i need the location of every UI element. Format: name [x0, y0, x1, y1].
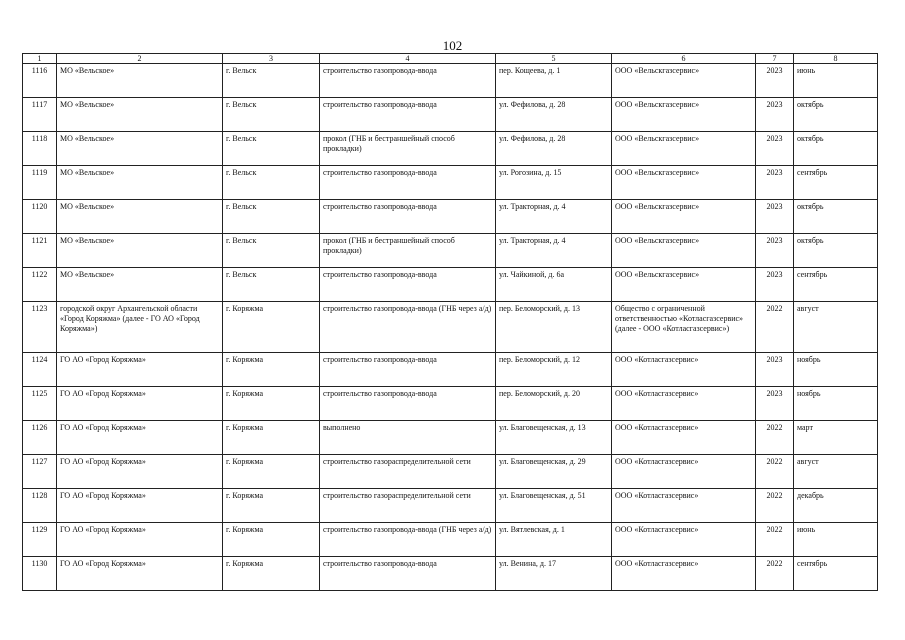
settlement-cell: г. Коряжма: [223, 489, 320, 523]
municipality-cell: ГО АО «Город Коряжма»: [57, 387, 223, 421]
organization-cell: ООО «Котласгазсервис»: [612, 421, 756, 455]
year-cell: 2023: [756, 268, 794, 302]
municipality-cell: ГО АО «Город Коряжма»: [57, 455, 223, 489]
row-number-cell: 1116: [23, 64, 57, 98]
table-row: [23, 421, 878, 455]
month-cell: сентябрь: [794, 166, 878, 200]
page-number: 102: [442, 38, 463, 53]
work-type-cell: прокол (ГНБ и бестраншейный способ прокладки): [320, 234, 496, 268]
address-cell: ул. Венина, д. 17: [496, 557, 612, 591]
municipality-cell: МО «Вельское»: [57, 98, 223, 132]
organization-cell: ООО «Вельскгазсервис»: [612, 234, 756, 268]
work-type-cell: строительство газопровода-ввода: [320, 557, 496, 591]
year-cell: 2022: [756, 455, 794, 489]
column-header: 7: [756, 54, 794, 64]
organization-cell: ООО «Котласгазсервис»: [612, 455, 756, 489]
address-cell: пер. Кощеева, д. 1: [496, 64, 612, 98]
municipality-cell: МО «Вельское»: [57, 166, 223, 200]
year-cell: 2022: [756, 421, 794, 455]
year-cell: 2023: [756, 132, 794, 166]
municipality-cell: МО «Вельское»: [57, 200, 223, 234]
address-cell: ул. Тракторная, д. 4: [496, 234, 612, 268]
address-cell: ул. Благовещенская, д. 13: [496, 421, 612, 455]
work-type-cell: строительство газопровода-ввода: [320, 98, 496, 132]
row-number-cell: 1118: [23, 132, 57, 166]
month-cell: октябрь: [794, 234, 878, 268]
column-number-row: [23, 54, 878, 64]
table-row: [23, 234, 878, 268]
municipality-cell: МО «Вельское»: [57, 268, 223, 302]
table-row: [23, 268, 878, 302]
month-cell: август: [794, 455, 878, 489]
settlement-cell: г. Вельск: [223, 64, 320, 98]
work-type-cell: строительство газопровода-ввода: [320, 353, 496, 387]
row-number-cell: 1119: [23, 166, 57, 200]
address-cell: ул. Вятлевская, д. 1: [496, 523, 612, 557]
address-cell: пер. Беломорский, д. 13: [496, 302, 612, 353]
year-cell: 2022: [756, 557, 794, 591]
settlement-cell: г. Коряжма: [223, 353, 320, 387]
table-row: [23, 98, 878, 132]
column-header: 6: [612, 54, 756, 64]
work-type-cell: строительство газопровода-ввода: [320, 387, 496, 421]
year-cell: 2022: [756, 523, 794, 557]
table-row: [23, 557, 878, 591]
month-cell: декабрь: [794, 489, 878, 523]
month-cell: сентябрь: [794, 557, 878, 591]
municipality-cell: ГО АО «Город Коряжма»: [57, 421, 223, 455]
settlement-cell: г. Вельск: [223, 166, 320, 200]
municipality-cell: ГО АО «Город Коряжма»: [57, 523, 223, 557]
column-header: 3: [223, 54, 320, 64]
settlement-cell: г. Вельск: [223, 132, 320, 166]
address-cell: пер. Беломорский, д. 20: [496, 387, 612, 421]
organization-cell: ООО «Вельскгазсервис»: [612, 200, 756, 234]
year-cell: 2023: [756, 98, 794, 132]
organization-cell: ООО «Вельскгазсервис»: [612, 166, 756, 200]
month-cell: ноябрь: [794, 353, 878, 387]
row-number-cell: 1120: [23, 200, 57, 234]
column-header: 4: [320, 54, 496, 64]
address-cell: ул. Благовещенская, д. 29: [496, 455, 612, 489]
month-cell: октябрь: [794, 98, 878, 132]
table-row: [23, 353, 878, 387]
organization-cell: ООО «Вельскгазсервис»: [612, 132, 756, 166]
municipality-cell: МО «Вельское»: [57, 234, 223, 268]
municipality-cell: ГО АО «Город Коряжма»: [57, 489, 223, 523]
work-type-cell: прокол (ГНБ и бестраншейный способ прокладки): [320, 132, 496, 166]
year-cell: 2023: [756, 64, 794, 98]
year-cell: 2023: [756, 200, 794, 234]
table-row: [23, 132, 878, 166]
row-number-cell: 1129: [23, 523, 57, 557]
organization-cell: Общество с ограниченной ответственностью «Котласгазсервис» (далее - ООО «Котласгазсервис»): [612, 302, 756, 353]
settlement-cell: г. Коряжма: [223, 421, 320, 455]
organization-cell: ООО «Котласгазсервис»: [612, 387, 756, 421]
address-cell: пер. Беломорский, д. 12: [496, 353, 612, 387]
work-type-cell: строительство газопровода-ввода (ГНБ через а/д): [320, 523, 496, 557]
work-type-cell: строительство газораспределительной сети: [320, 489, 496, 523]
month-cell: август: [794, 302, 878, 353]
row-number-cell: 1128: [23, 489, 57, 523]
row-number-cell: 1127: [23, 455, 57, 489]
settlement-cell: г. Вельск: [223, 268, 320, 302]
address-cell: ул. Фефилова, д. 28: [496, 98, 612, 132]
address-cell: ул. Тракторная, д. 4: [496, 200, 612, 234]
municipality-cell: ГО АО «Город Коряжма»: [57, 353, 223, 387]
register-table: [22, 53, 878, 591]
month-cell: июнь: [794, 64, 878, 98]
organization-cell: ООО «Котласгазсервис»: [612, 557, 756, 591]
address-cell: ул. Чайкиной, д. 6а: [496, 268, 612, 302]
row-number-cell: 1122: [23, 268, 57, 302]
table-row: [23, 455, 878, 489]
row-number-cell: 1121: [23, 234, 57, 268]
municipality-cell: ГО АО «Город Коряжма»: [57, 557, 223, 591]
row-number-cell: 1117: [23, 98, 57, 132]
year-cell: 2022: [756, 489, 794, 523]
table-row: [23, 387, 878, 421]
work-type-cell: строительство газораспределительной сети: [320, 455, 496, 489]
settlement-cell: г. Вельск: [223, 200, 320, 234]
address-cell: ул. Рогозина, д. 15: [496, 166, 612, 200]
year-cell: 2022: [756, 302, 794, 353]
settlement-cell: г. Вельск: [223, 98, 320, 132]
table-row: [23, 200, 878, 234]
settlement-cell: г. Коряжма: [223, 387, 320, 421]
organization-cell: ООО «Вельскгазсервис»: [612, 268, 756, 302]
month-cell: сентябрь: [794, 268, 878, 302]
settlement-cell: г. Коряжма: [223, 557, 320, 591]
organization-cell: ООО «Вельскгазсервис»: [612, 64, 756, 98]
row-number-cell: 1124: [23, 353, 57, 387]
settlement-cell: г. Коряжма: [223, 523, 320, 557]
row-number-cell: 1125: [23, 387, 57, 421]
settlement-cell: г. Коряжма: [223, 302, 320, 353]
row-number-cell: 1130: [23, 557, 57, 591]
year-cell: 2023: [756, 387, 794, 421]
address-cell: ул. Фефилова, д. 28: [496, 132, 612, 166]
municipality-cell: МО «Вельское»: [57, 64, 223, 98]
organization-cell: ООО «Котласгазсервис»: [612, 523, 756, 557]
table-row: [23, 302, 878, 353]
organization-cell: ООО «Вельскгазсервис»: [612, 98, 756, 132]
year-cell: 2023: [756, 166, 794, 200]
table-row: [23, 64, 878, 98]
month-cell: октябрь: [794, 132, 878, 166]
organization-cell: ООО «Котласгазсервис»: [612, 353, 756, 387]
work-type-cell: строительство газопровода-ввода: [320, 268, 496, 302]
settlement-cell: г. Вельск: [223, 234, 320, 268]
work-type-cell: строительство газопровода-ввода (ГНБ через а/д): [320, 302, 496, 353]
row-number-cell: 1126: [23, 421, 57, 455]
column-header: 1: [23, 54, 57, 64]
work-type-cell: выполнено: [320, 421, 496, 455]
address-cell: ул. Благовещенская, д. 51: [496, 489, 612, 523]
year-cell: 2023: [756, 234, 794, 268]
table-row: [23, 166, 878, 200]
month-cell: июнь: [794, 523, 878, 557]
month-cell: октябрь: [794, 200, 878, 234]
settlement-cell: г. Коряжма: [223, 455, 320, 489]
table-row: [23, 523, 878, 557]
organization-cell: ООО «Котласгазсервис»: [612, 489, 756, 523]
municipality-cell: городской округ Архангельской области «Город Коряжма» (далее - ГО АО «Город Коряжма»): [57, 302, 223, 353]
year-cell: 2023: [756, 353, 794, 387]
column-header: 2: [57, 54, 223, 64]
column-header: 5: [496, 54, 612, 64]
month-cell: март: [794, 421, 878, 455]
work-type-cell: строительство газопровода-ввода: [320, 64, 496, 98]
work-type-cell: строительство газопровода-ввода: [320, 166, 496, 200]
row-number-cell: 1123: [23, 302, 57, 353]
work-type-cell: строительство газопровода-ввода: [320, 200, 496, 234]
month-cell: ноябрь: [794, 387, 878, 421]
column-header: 8: [794, 54, 878, 64]
municipality-cell: МО «Вельское»: [57, 132, 223, 166]
table-row: [23, 489, 878, 523]
